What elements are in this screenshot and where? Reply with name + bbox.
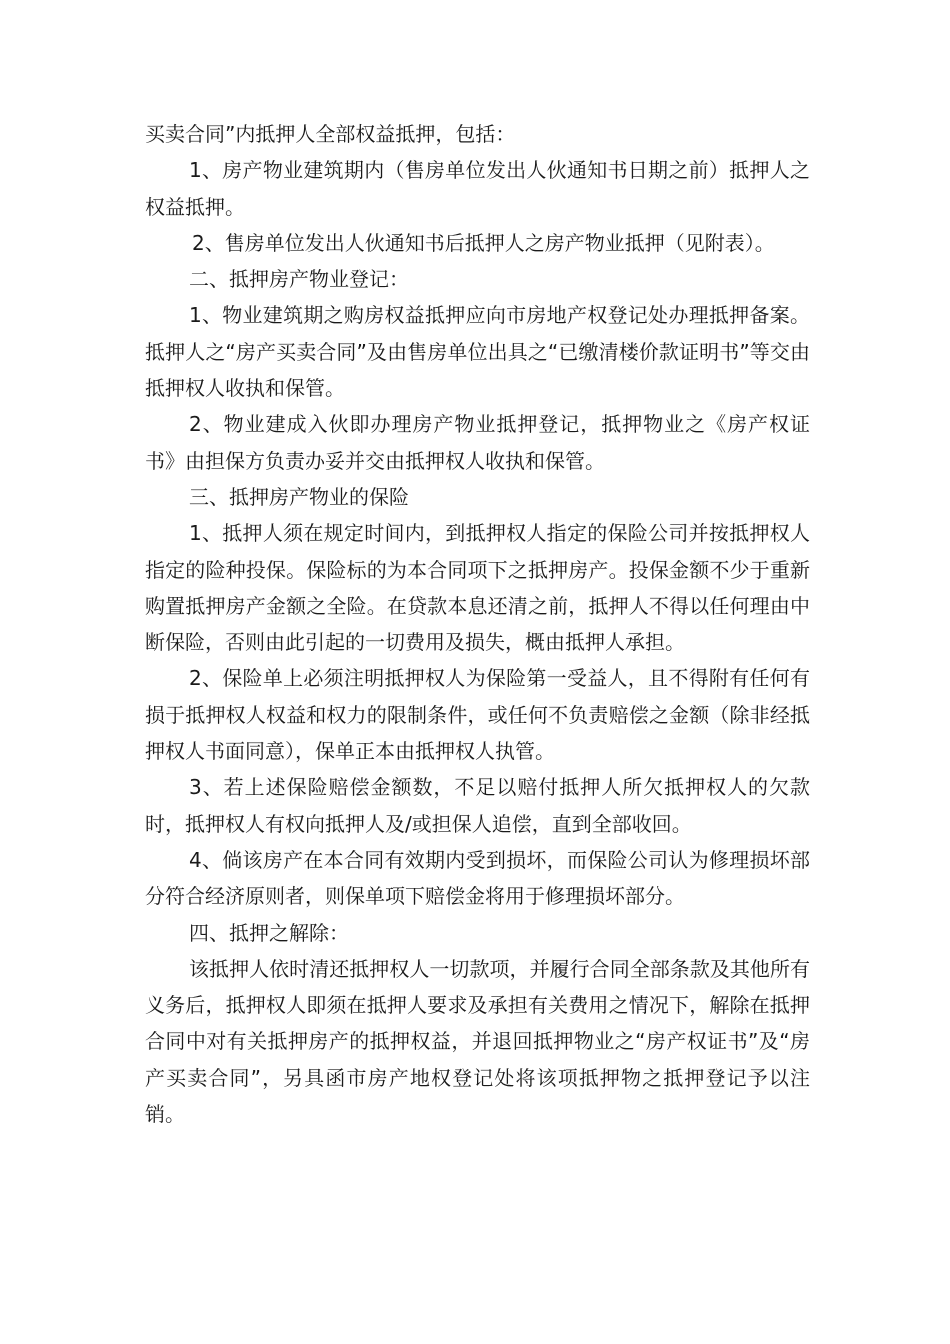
paragraph-registration-1: 1、物业建筑期之购房权益抵押应向市房地产权登记处办理抵押备案。抵押人之“房产买卖合同”及由售房单位出具之“已缴清楼价款证明书”等交由抵押权人收执和保管。 bbox=[145, 303, 810, 401]
paragraph-insurance-3: 3、若上述保险赔偿金额数，不足以赔付抵押人所欠抵押权人的欠款时，抵押权人有权向抵押人及/或担保人追偿，直到全部收回。 bbox=[145, 775, 810, 836]
section-heading-4: 四、抵押之解除： bbox=[189, 920, 349, 945]
paragraph-insurance-2: 2、保险单上必须注明抵押权人为保险第一受益人，且不得附有任何有损于抵押权人权益和权力的限制条件，或任何不负责赔偿之金额（除非经抵押权人书面同意），保单正本由抵押权人执管。 bbox=[145, 666, 810, 764]
paragraph-continuation: 买卖合同”内抵押人全部权益抵押，包括： bbox=[145, 122, 516, 146]
section-heading-3: 三、抵押房产物业的保险 bbox=[189, 484, 409, 509]
paragraph-item-2: 2、售房单位发出人伙通知书后抵押人之房产物业抵押（见附表）。 bbox=[192, 230, 775, 255]
paragraph-item-1: 1、房产物业建筑期内（售房单位发出人伙通知书日期之前）抵押人之权益抵押。 bbox=[145, 158, 810, 219]
paragraph-insurance-1: 1、抵押人须在规定时间内，到抵押权人指定的保险公司并按抵押权人指定的险种投保。保险标的为本合同项下之抵押房产。投保金额不少于重新购置抵押房产金额之全险。在贷款本息还清之前，抵押人不得以任何理由中断保险，否则由此引起的一切费用及损失，概由抵押人承担。 bbox=[145, 521, 810, 655]
paragraph-release: 该抵押人依时清还抵押权人一切款项，并履行合同全部条款及其他所有义务后，抵押权人即须在抵押人要求及承担有关费用之情况下，解除在抵押合同中对有关抵押房产的抵押权益，并退回抵押物业之“房产权证书”及“房产买卖合同”，另具函市房产地权登记处将该项抵押物之抵押登记予以注销。 bbox=[145, 956, 810, 1127]
paragraph-insurance-4: 4、倘该房产在本合同有效期内受到损坏，而保险公司认为修理损坏部分符合经济原则者，则保单项下赔偿金将用于修理损坏部分。 bbox=[145, 847, 810, 909]
document-body bbox=[145, 116, 810, 1132]
paragraph-registration-2: 2、物业建成入伙即办理房产物业抵押登记，抵押物业之《房产权证书》由担保方负责办妥并交由抵押权人收执和保管。 bbox=[145, 412, 810, 473]
section-heading-2: 二、抵押房产物业登记： bbox=[189, 267, 409, 292]
